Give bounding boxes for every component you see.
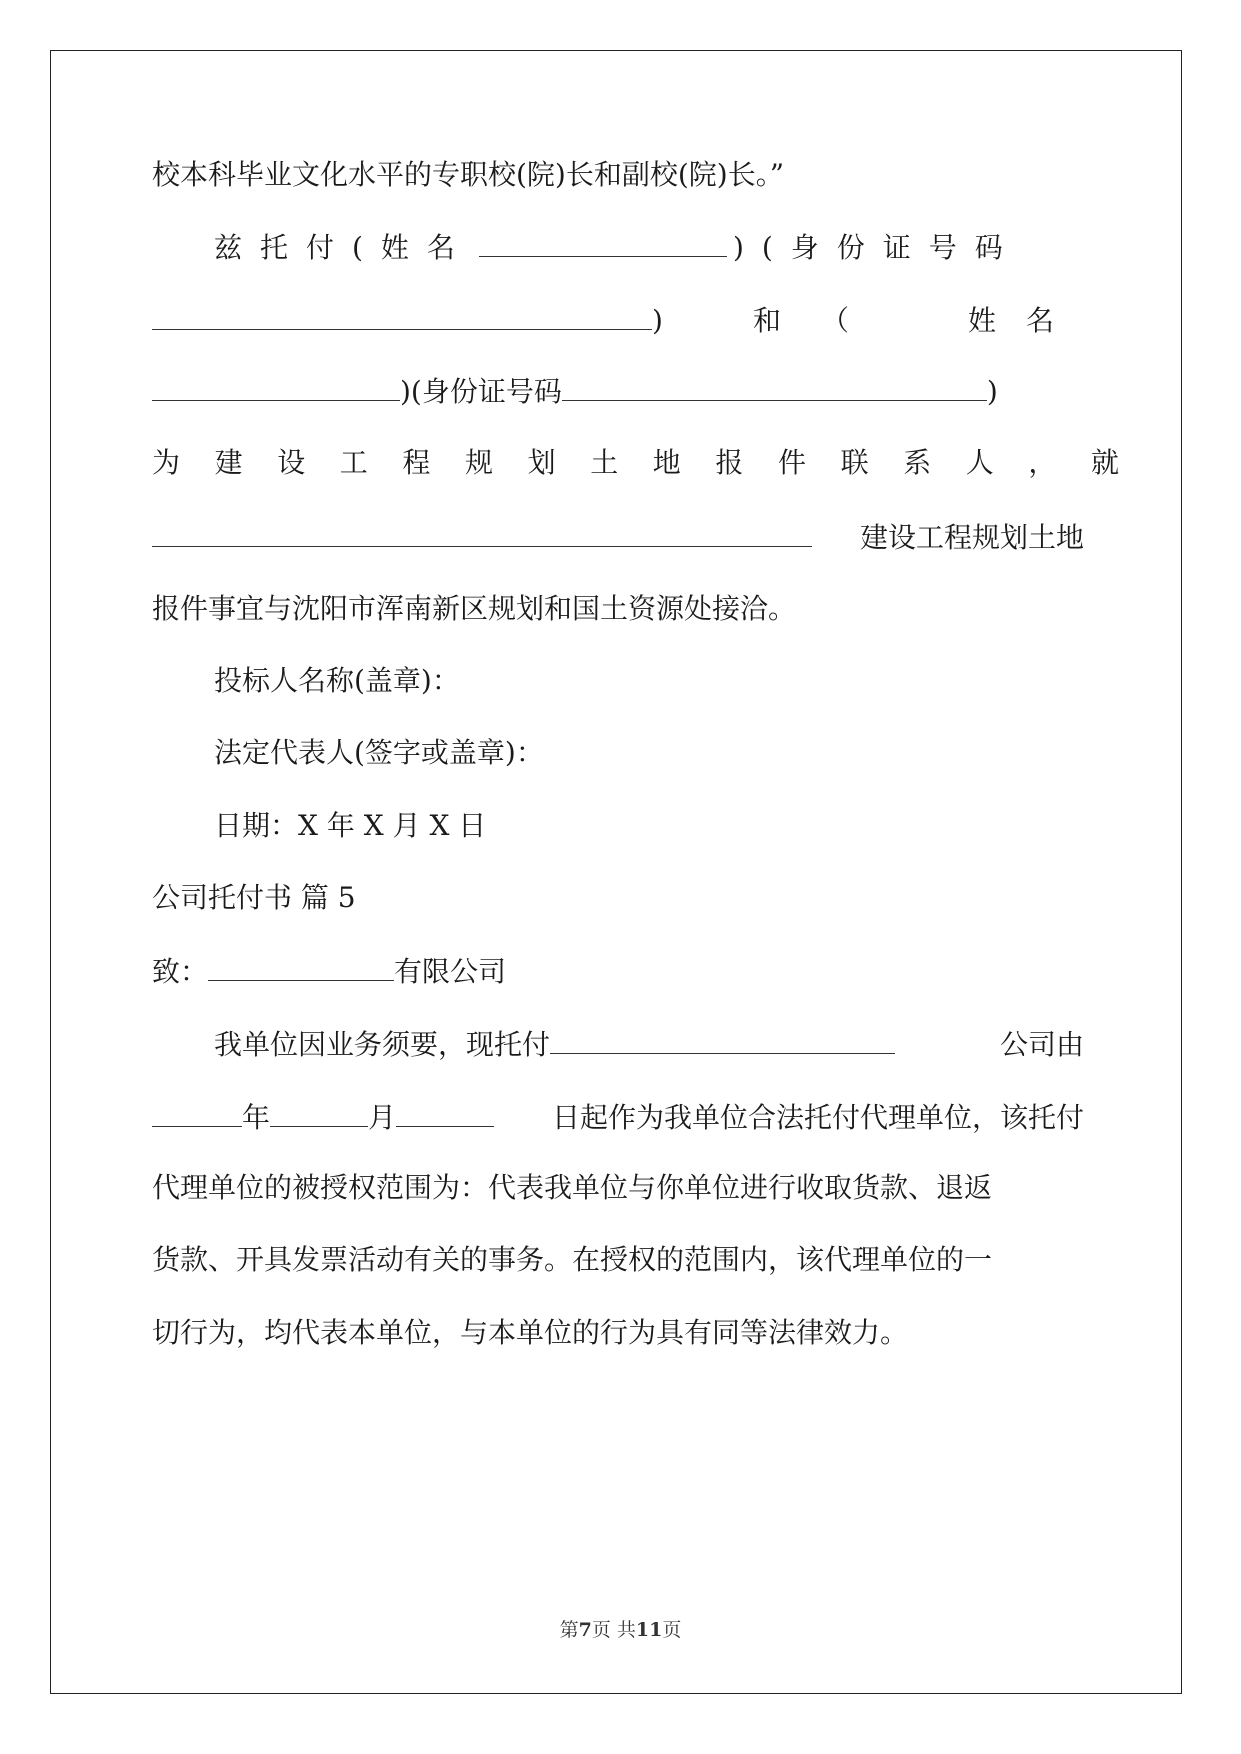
blank-company-field[interactable] — [208, 950, 394, 981]
blank-name-field[interactable] — [152, 370, 400, 401]
paragraph-line: 切行为，均代表本单位，与本单位的行为具有同等法律效力。 — [152, 1316, 909, 1349]
paragraph-line — [152, 299, 1084, 341]
paragraph-line: 法定代表人(签字或盖章)： — [214, 736, 544, 769]
text-segment: 致： — [152, 955, 209, 988]
paragraph-line: 校本科毕业文化水平的专职校(院)长和副校(院)长。” — [152, 158, 785, 191]
page-footer — [0, 1615, 1241, 1642]
blank-agent-field[interactable] — [550, 1023, 895, 1054]
blank-project-field[interactable] — [152, 516, 812, 547]
text-segment: 建设工程规划土地 — [859, 521, 1084, 554]
text-segment: 月 — [368, 1101, 397, 1134]
page-suffix: 页 — [662, 1619, 682, 1641]
text-segment: )(身份证号码 — [400, 375, 562, 408]
page-number: 7 — [578, 1619, 592, 1641]
text-segment: 姓名 — [967, 304, 1084, 337]
text-segment: ) — [986, 375, 998, 408]
blank-month-field[interactable] — [270, 1096, 368, 1127]
section-heading: 公司托付书 篇 5 — [152, 881, 356, 914]
paragraph-line — [214, 1023, 1084, 1065]
paragraph-line: 代理单位的被授权范围为：代表我单位与你单位进行收取货款、退返 — [152, 1171, 993, 1204]
text-segment: 我单位因业务须要，现托付 — [214, 1028, 551, 1061]
text-segment: 和（ — [752, 304, 889, 337]
blank-id-field[interactable] — [152, 299, 652, 330]
paragraph-line: 为建设工程规划土地报件联系人，就 — [152, 446, 1154, 479]
text-segment: ) — [652, 304, 663, 337]
date-line: 日期：X 年 X 月 X 日 — [214, 809, 487, 842]
paragraph-line — [152, 1096, 1084, 1138]
page-prefix: 第 — [559, 1619, 579, 1641]
paragraph-line: 报件事宜与沈阳市浑南新区规划和国土资源处接洽。 — [152, 592, 797, 625]
blank-year-field[interactable] — [152, 1096, 242, 1127]
paragraph-line — [152, 516, 1084, 558]
page-border — [50, 50, 1182, 1694]
total-pages: 11 — [635, 1619, 663, 1641]
paragraph-line — [152, 950, 1084, 992]
blank-name-field[interactable] — [479, 226, 727, 257]
paragraph-line — [152, 370, 1084, 412]
text-segment: )(身份证号码 — [732, 231, 1021, 264]
text-segment: 兹托付(姓名 — [214, 231, 473, 264]
paragraph-line — [214, 226, 1084, 268]
page-mid: 页 共 — [591, 1619, 636, 1641]
text-segment: 有限公司 — [394, 955, 507, 988]
blank-day-field[interactable] — [396, 1096, 494, 1127]
text-segment: 公司由 — [999, 1028, 1084, 1061]
text-segment: 日起作为我单位合法托付代理单位，该托付 — [551, 1101, 1084, 1134]
paragraph-line: 货款、开具发票活动有关的事务。在授权的范围内，该代理单位的一 — [152, 1243, 993, 1276]
text-segment: 年 — [242, 1101, 271, 1134]
paragraph-line: 投标人名称(盖章)： — [214, 664, 460, 697]
blank-id-field[interactable] — [562, 370, 987, 401]
